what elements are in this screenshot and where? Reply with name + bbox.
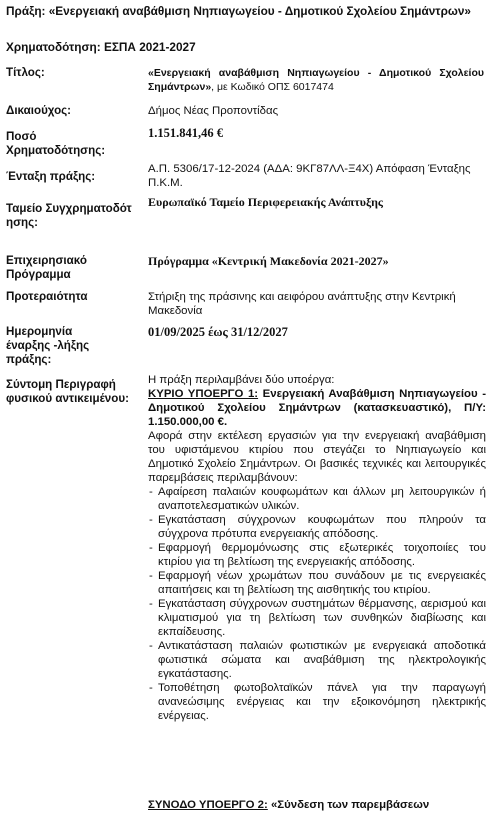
main-subproject-heading (148, 387, 486, 429)
project-label: Πράξη: (6, 4, 46, 18)
amount-label: Ποσό Χρηματοδότησης: (6, 130, 106, 157)
dates-label: Ημερομηνία έναρξης -λήξης πράξης: (6, 325, 90, 366)
list-item: - Αντικατάσταση παλαιών φωτιστικών με ενεργειακά αποδοτικά φωτιστικά σώματα και αναβάθμιση της ηλεκτρολογικής εγκατάστασης. (148, 639, 486, 681)
project-heading (6, 4, 486, 18)
beneficiary-value: Δήμος Νέας Προποντίδας (148, 105, 279, 117)
priority-label: Προτεραιότητα (6, 290, 88, 303)
list-item: - Εφαρμογή θερμομόνωσης στις εξωτερικές τοιχοποιίες του κτιρίου για τη βελτίωση της ενεργειακής απόδοσης. (148, 541, 486, 569)
inclusion-value: Α.Π. 5306/17-12-2024 (ΑΔΑ: 9ΚΓ87ΛΛ-Ξ4Χ) Απόφαση Ένταξης Π.Κ.Μ. (148, 163, 471, 189)
dates-value: 01/09/2025 έως 31/12/2027 (148, 325, 288, 339)
list-item: - Αφαίρεση παλαιών κουφωμάτων και άλλων μη λειτουργικών ή αναποτελεσματικών υλικών. (148, 485, 486, 513)
program-label: Επιχειρησιακό Πρόγραμμα (6, 254, 87, 281)
main-subproject-prefix: ΚΥΡΙΟ ΥΠΟΕΡΓΟ 1: (148, 388, 259, 400)
title-value-bold: «Ενεργειακή αναβάθμιση Νηπιαγωγείου - Δημοτικού Σχολείου Σημάντρων» (148, 67, 484, 93)
title-label: Τίτλος: (6, 66, 45, 79)
title-value-rest: , με Κωδικό ΟΠΣ 6017474 (211, 81, 334, 93)
list-item: - Εφαρμογή νέων χρωμάτων που συνάδουν με τις ενεργειακές απαιτήσεις και τη βελτίωση της αισθητικής του κτιρίου. (148, 569, 486, 597)
list-item: - Εγκατάσταση σύγχρονων κουφωμάτων που πληρούν τα σύγχρονα πρότυπα ενεργειακής απόδοσης. (148, 513, 486, 541)
description-paragraph: Αφορά στην εκτέλεση εργασιών για την ενεργειακή αναβάθμιση του υφιστάμενου κτιρίου που στεγάζει το Νηπιαγωγείο και Δημοτικό Σχολείο Σημάντρων. Οι βασικές τεχνικές και λειτουργικές παρεμβάσεις περιλαμβάνουν: (148, 430, 486, 484)
summary-label: Σύντομη Περιγραφή φυσικού αντικειμένου: (6, 378, 129, 405)
inclusion-label: Ένταξη πράξης: (6, 170, 96, 183)
description-intro: Η πράξη περιλαμβάνει δύο υποέργα: (148, 374, 335, 386)
second-subproject-title: «Σύνδεση των παρεμβάσεων (270, 799, 430, 811)
description-block (148, 373, 486, 723)
list-item: - Εγκατάσταση σύγχρονων συστημάτων θέρμανσης, αερισμού και κλιματισμού για τη βελτίωση των συνθηκών διαβίωσης και εκπαίδευσης. (148, 597, 486, 639)
project-title: «Ενεργειακή αναβάθμιση Νηπιαγωγείου - Δημοτικού Σχολείου Σημάντρων» (48, 4, 471, 18)
priority-value: Στήριξη της πράσινης και αειφόρου ανάπτυξης στην Κεντρική Μακεδονία (148, 291, 456, 317)
funding-line: Χρηματοδότηση: ΕΣΠΑ 2021-2027 (6, 40, 196, 54)
amount-value: 1.151.841,46 € (148, 126, 223, 140)
program-value: Πρόγραμμα «Κεντρική Μακεδονία 2021-2027» (148, 254, 389, 268)
list-item: - Τοποθέτηση φωτοβολταϊκών πάνελ για την παραγωγή ανανεώσιμης ενέργειας και την εξοικονόμηση ηλεκτρικής ενέργειας. (148, 681, 486, 723)
fund-value: Ευρωπαϊκό Ταμείο Περιφερειακής Ανάπτυξης (148, 195, 383, 209)
main-subproject-title: Ενεργειακή Αναβάθμιση Νηπιαγωγείου - Δημοτικού Σχολείου Σημάντρων (κατασκευαστικό), Π/Υ: 1.150.000,00 €. (148, 388, 486, 428)
title-value (148, 66, 484, 94)
fund-label: Ταμείο Συγχρηματοδότησης: (6, 202, 132, 229)
beneficiary-label: Δικαιούχος: (6, 104, 72, 117)
second-subproject-prefix: ΣΥΝΟΔΟ ΥΠΟΕΡΓΟ 2: (148, 799, 268, 811)
second-subproject-heading (148, 798, 488, 812)
